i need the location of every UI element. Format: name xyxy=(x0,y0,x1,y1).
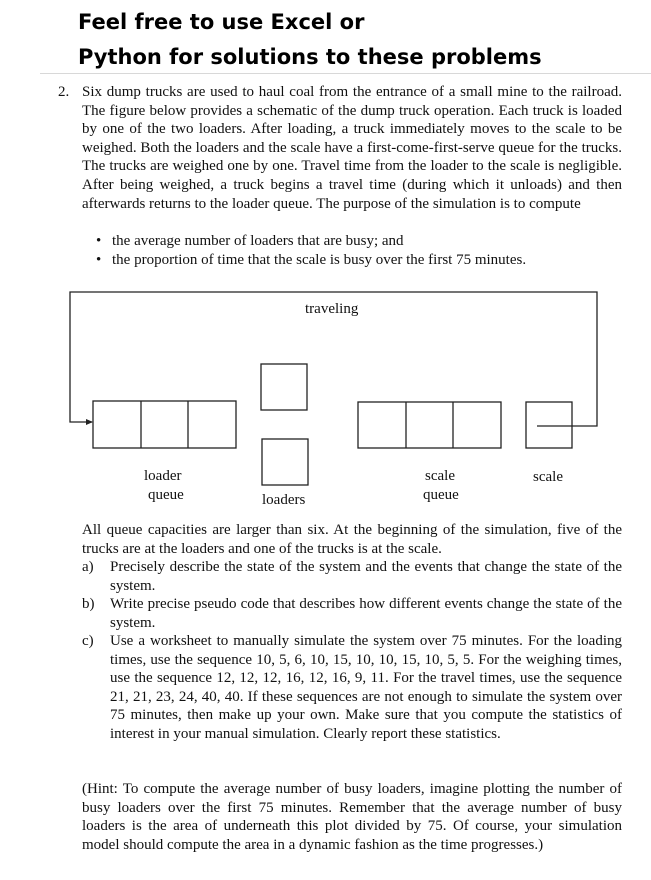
dump-truck-schematic xyxy=(60,288,620,513)
question-letter: b) xyxy=(82,596,95,612)
question-b xyxy=(82,595,622,632)
header-divider xyxy=(40,73,651,74)
after-figure-text: All queue capacities are larger than six. At the beginning of the simulation, five of the trucks are at the loaders and one of the trucks is at the scale. xyxy=(82,522,622,557)
question-letter: c) xyxy=(82,633,94,649)
label-loader-queue-1: loader xyxy=(144,468,182,484)
question-letter: a) xyxy=(82,559,94,575)
goal-item-loaders: • the average number of loaders that are busy; and xyxy=(96,232,526,251)
problem-intro: Six dump trucks are used to haul coal from the entrance of a small mine to the railroad. The figure below provides a schematic of the dump truck operation. Each truck is loaded by one of the two loaders. After loading, a truck immediately moves to the scale to be weighed. Both the loaders and the scale have a first-come-first-serve queue for the trucks. The trucks are weighed one by one. Travel time from the loader to the scale is negligible. After being weighed, a truck begins a travel time (during which it unloads) and then afterwards returns to the loader queue. The purpose of the simulation is to compute xyxy=(82,84,622,212)
scale-box xyxy=(526,402,572,448)
arrowhead-icon xyxy=(86,419,93,425)
label-loaders: loaders xyxy=(262,492,306,508)
header-line-2: Python for solutions to these problems xyxy=(78,45,542,69)
loader-box-1 xyxy=(261,364,307,410)
question-text: Use a worksheet to manually simulate the system over 75 minutes. For the loading times, use the sequence 10, 5, 6, 10, 15, 10, 10, 15, 10, 5, 5. For the weighing times, use the sequence 12, 12, 12, 16, 12, 16, 9, 11. For the travel times, use the sequence 21, 21, 23, 24, 40, 40. If these sequences are not enough to simulate the system over 75 minutes, then make up your own. Make sure that you compute the statistics of interest in your manual simulation. Clearly report these statistics. xyxy=(110,633,622,742)
question-text: Precisely describe the state of the system and the events that change the state of the system. xyxy=(110,559,622,594)
goal-list xyxy=(96,232,526,270)
label-scale: scale xyxy=(533,469,563,485)
problem-number: 2. xyxy=(58,84,70,100)
header-line-1: Feel free to use Excel or xyxy=(78,10,365,34)
loader-queue-box xyxy=(93,401,236,448)
hint-text: (Hint: To compute the average number of busy loaders, imagine plotting the number of busy loaders over the first 75 minutes. Remember that the average number of busy loaders is the area of underneath this plot divided by 75. Of course, your simulation model should compute the area in a dynamic fashion as the time progresses.) xyxy=(82,781,622,853)
question-text: Write precise pseudo code that describes how different events change the state of the system. xyxy=(110,596,622,631)
scale-queue-box xyxy=(358,402,501,448)
label-loader-queue-2: queue xyxy=(148,487,184,503)
label-scale-queue-1: scale xyxy=(425,468,455,484)
label-traveling: traveling xyxy=(305,301,359,317)
question-c xyxy=(82,632,622,744)
question-a xyxy=(82,558,622,595)
loader-box-2 xyxy=(262,439,308,485)
goal-item-scale: • the proportion of time that the scale is busy over the first 75 minutes. xyxy=(96,251,526,270)
label-scale-queue-2: queue xyxy=(423,487,459,503)
